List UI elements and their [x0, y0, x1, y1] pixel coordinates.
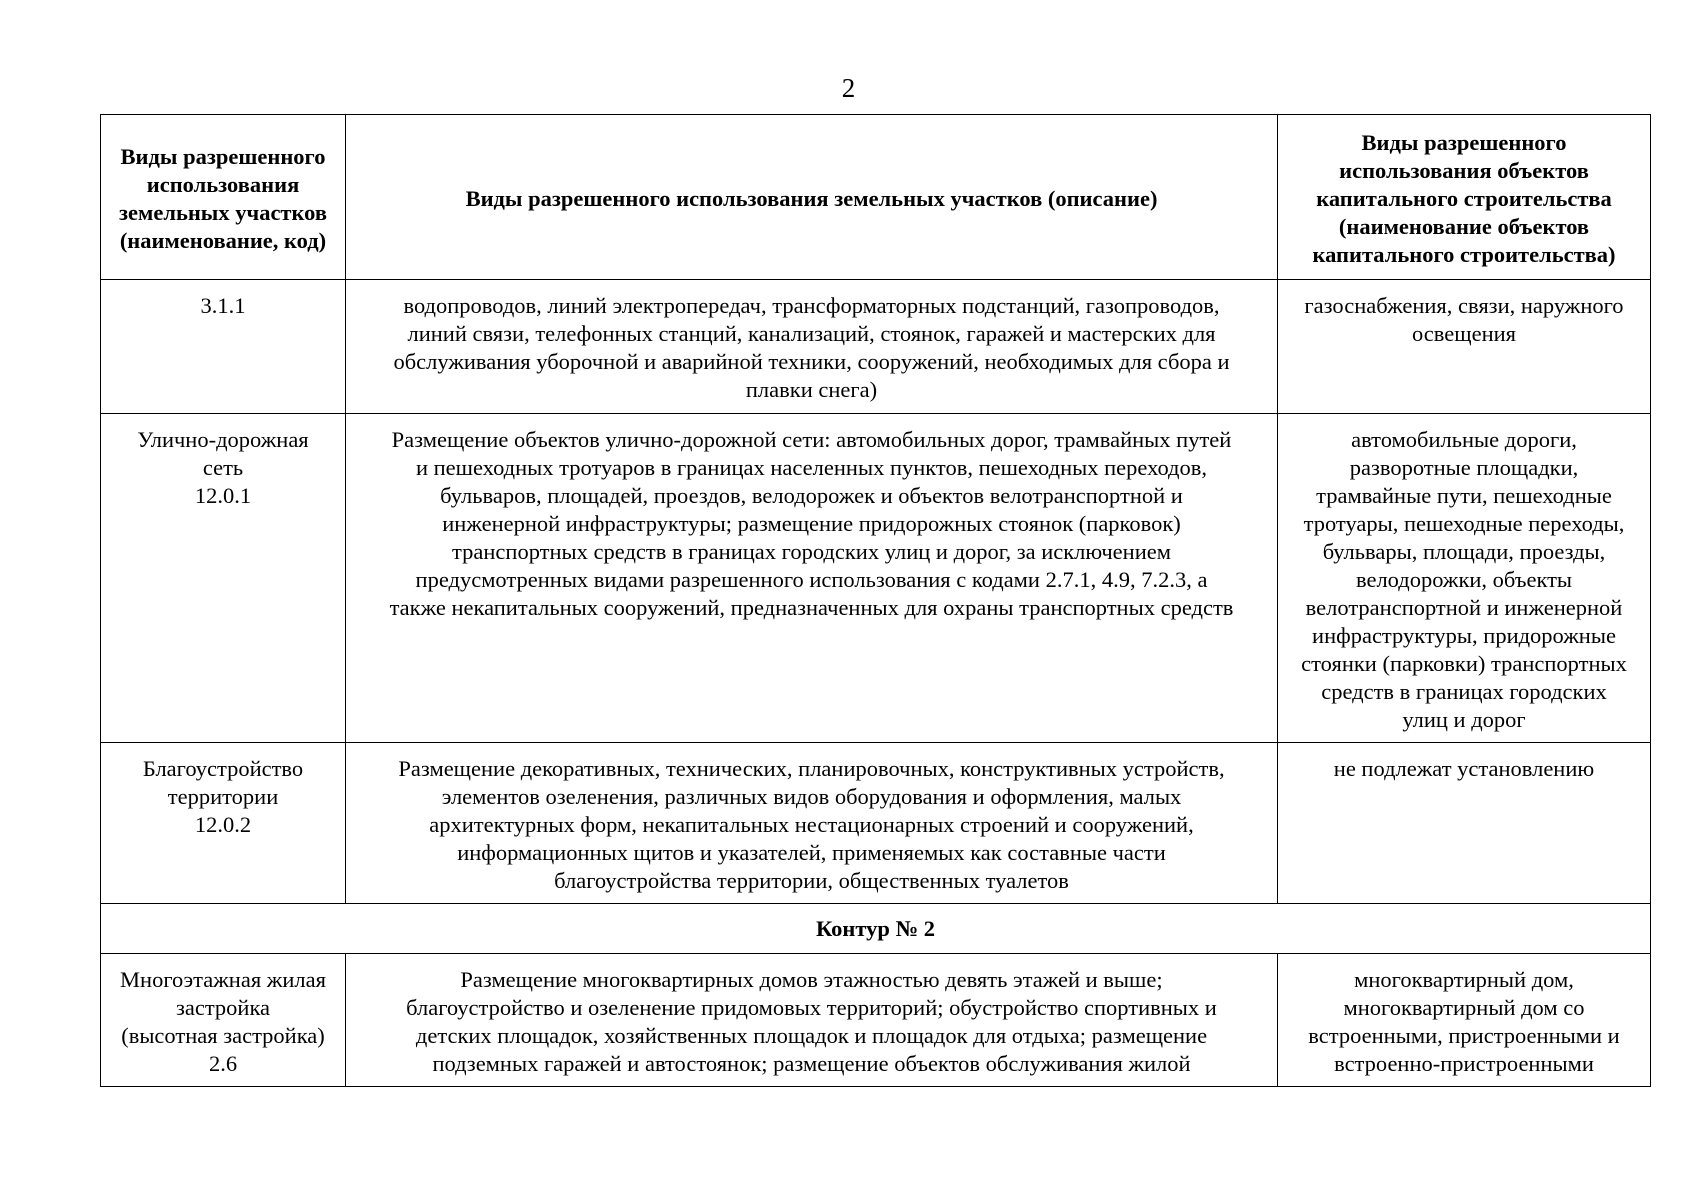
cell-line: многоквартирный дом, — [1354, 967, 1574, 992]
header-line: Виды разрешенного — [1361, 130, 1567, 155]
cell-line: встроенными, пристроенными и — [1308, 1023, 1620, 1048]
header-line: земельных участков — [118, 200, 327, 225]
cell-line: (высотная застройка) — [121, 1023, 325, 1048]
cell-line: детских площадок, хозяйственных площадок и площадок для отдыха; размещение — [415, 1023, 1208, 1048]
cell-line: Размещение многоквартирных домов этажностью девять этажей и выше; — [460, 967, 1163, 992]
cell-line: благоустройство и озеленение придомовых территорий; обустройство спортивных и — [406, 995, 1217, 1020]
cell-objects — [1278, 743, 1651, 904]
cell-line: не подлежат установлению — [1333, 756, 1595, 781]
cell-description — [346, 743, 1278, 904]
cell-line: Улично-дорожная — [137, 427, 309, 452]
cell-line: обслуживания уборочной и аварийной техники, сооружений, необходимых для сбора и — [393, 349, 1230, 374]
table-row — [101, 414, 1651, 743]
cell-line: автомобильные дороги, — [1351, 427, 1577, 452]
cell-line: также некапитальных сооружений, предназначенных для охраны транспортных средств — [389, 595, 1234, 620]
cell-line: газоснабжения, связи, наружного — [1304, 293, 1624, 318]
header-line: Виды разрешенного использования земельных участков (описание) — [465, 186, 1158, 211]
cell-name — [101, 414, 346, 743]
cell-name — [101, 743, 346, 904]
cell-objects — [1278, 414, 1651, 743]
cell-description — [346, 280, 1278, 414]
contour-label: Контур № 2 — [101, 904, 1651, 954]
cell-line: подземных гаражей и автостоянок; размещение объектов обслуживания жилой — [432, 1051, 1191, 1076]
cell-line: транспортных средств в границах городских улиц и дорог, за исключением — [452, 539, 1171, 564]
cell-line: встроенно-пристроенными — [1334, 1051, 1594, 1076]
cell-line: линий связи, телефонных станций, канализаций, стоянок, гаражей и мастерских для — [407, 321, 1216, 346]
cell-line: 2.6 — [208, 1051, 238, 1076]
cell-line: средств в границах городских — [1321, 679, 1607, 704]
cell-line: 12.0.1 — [194, 483, 252, 508]
cell-line: инфраструктуры, придорожные — [1312, 623, 1616, 648]
cell-line: разворотные площадки, — [1349, 455, 1579, 480]
header-line: (наименование объектов — [1338, 214, 1590, 239]
cell-line: архитектурных форм, некапитальных нестационарных строений и сооружений, — [429, 812, 1194, 837]
table-row — [101, 280, 1651, 414]
header-line: использования объектов — [1339, 158, 1589, 183]
cell-line: Размещение декоративных, технических, планировочных, конструктивных устройств, — [398, 756, 1225, 781]
cell-line: тротуары, пешеходные переходы, — [1303, 511, 1625, 536]
header-line: (наименование, код) — [119, 228, 327, 253]
cell-line: и пешеходных тротуаров в границах населенных пунктов, пешеходных переходов, — [415, 455, 1208, 480]
cell-name — [101, 280, 346, 414]
cell-line: велодорожки, объекты — [1355, 567, 1573, 592]
cell-line: многоквартирный дом со — [1343, 995, 1585, 1020]
cell-line: благоустройства территории, общественных туалетов — [554, 868, 1069, 893]
cell-objects — [1278, 954, 1651, 1087]
cell-objects — [1278, 280, 1651, 414]
cell-line: территории — [167, 784, 279, 809]
cell-line: элементов озеленения, различных видов оборудования и оформления, малых — [441, 784, 1182, 809]
cell-line: Многоэтажная жилая — [120, 967, 326, 992]
header-line: Виды разрешенного — [120, 144, 326, 169]
cell-line: освещения — [1411, 321, 1517, 346]
cell-line: бульвары, площади, проезды, — [1322, 539, 1606, 564]
header-construction-objects — [1278, 115, 1651, 280]
cell-line: стоянки (парковки) транспортных — [1301, 651, 1627, 676]
cell-line: Благоустройство — [142, 756, 304, 781]
cell-line: сеть — [202, 455, 244, 480]
cell-line: велотранспортной и инженерной — [1305, 595, 1623, 620]
cell-line: улиц и дорог — [1402, 707, 1526, 732]
cell-line: 12.0.2 — [194, 812, 252, 837]
cell-description — [346, 954, 1278, 1087]
table-row — [101, 743, 1651, 904]
header-line: использования — [146, 172, 300, 197]
cell-line: плавки снега) — [745, 377, 878, 402]
cell-line: бульваров, площадей, проездов, велодорожек и объектов велотранспортной и — [440, 483, 1183, 508]
land-use-table — [100, 114, 1651, 1087]
table-row — [101, 954, 1651, 1087]
cell-line: предусмотренных видами разрешенного использования с кодами 2.7.1, 4.9, 7.2.3, а — [415, 567, 1208, 592]
cell-line: Размещение объектов улично-дорожной сети: автомобильных дорог, трамвайных путей — [391, 427, 1232, 452]
cell-description — [346, 414, 1278, 743]
cell-line: застройка — [175, 995, 271, 1020]
cell-line: инженерной инфраструктуры; размещение придорожных стоянок (парковок) — [442, 511, 1181, 536]
cell-line: информационных щитов и указателей, применяемых как составные части — [457, 840, 1166, 865]
contour-row — [101, 904, 1651, 954]
cell-line: 3.1.1 — [200, 293, 246, 318]
header-land-use-name — [101, 115, 346, 280]
cell-line: трамвайные пути, пешеходные — [1316, 483, 1612, 508]
cell-name — [101, 954, 346, 1087]
cell-line: водопроводов, линий электропередач, трансформаторных подстанций, газопроводов, — [403, 293, 1220, 318]
page-number: 2 — [841, 73, 856, 103]
header-line: капитального строительства) — [1312, 242, 1616, 267]
table-header-row — [101, 115, 1651, 280]
header-line: капитального строительства — [1316, 186, 1612, 211]
header-land-use-description — [346, 115, 1278, 280]
